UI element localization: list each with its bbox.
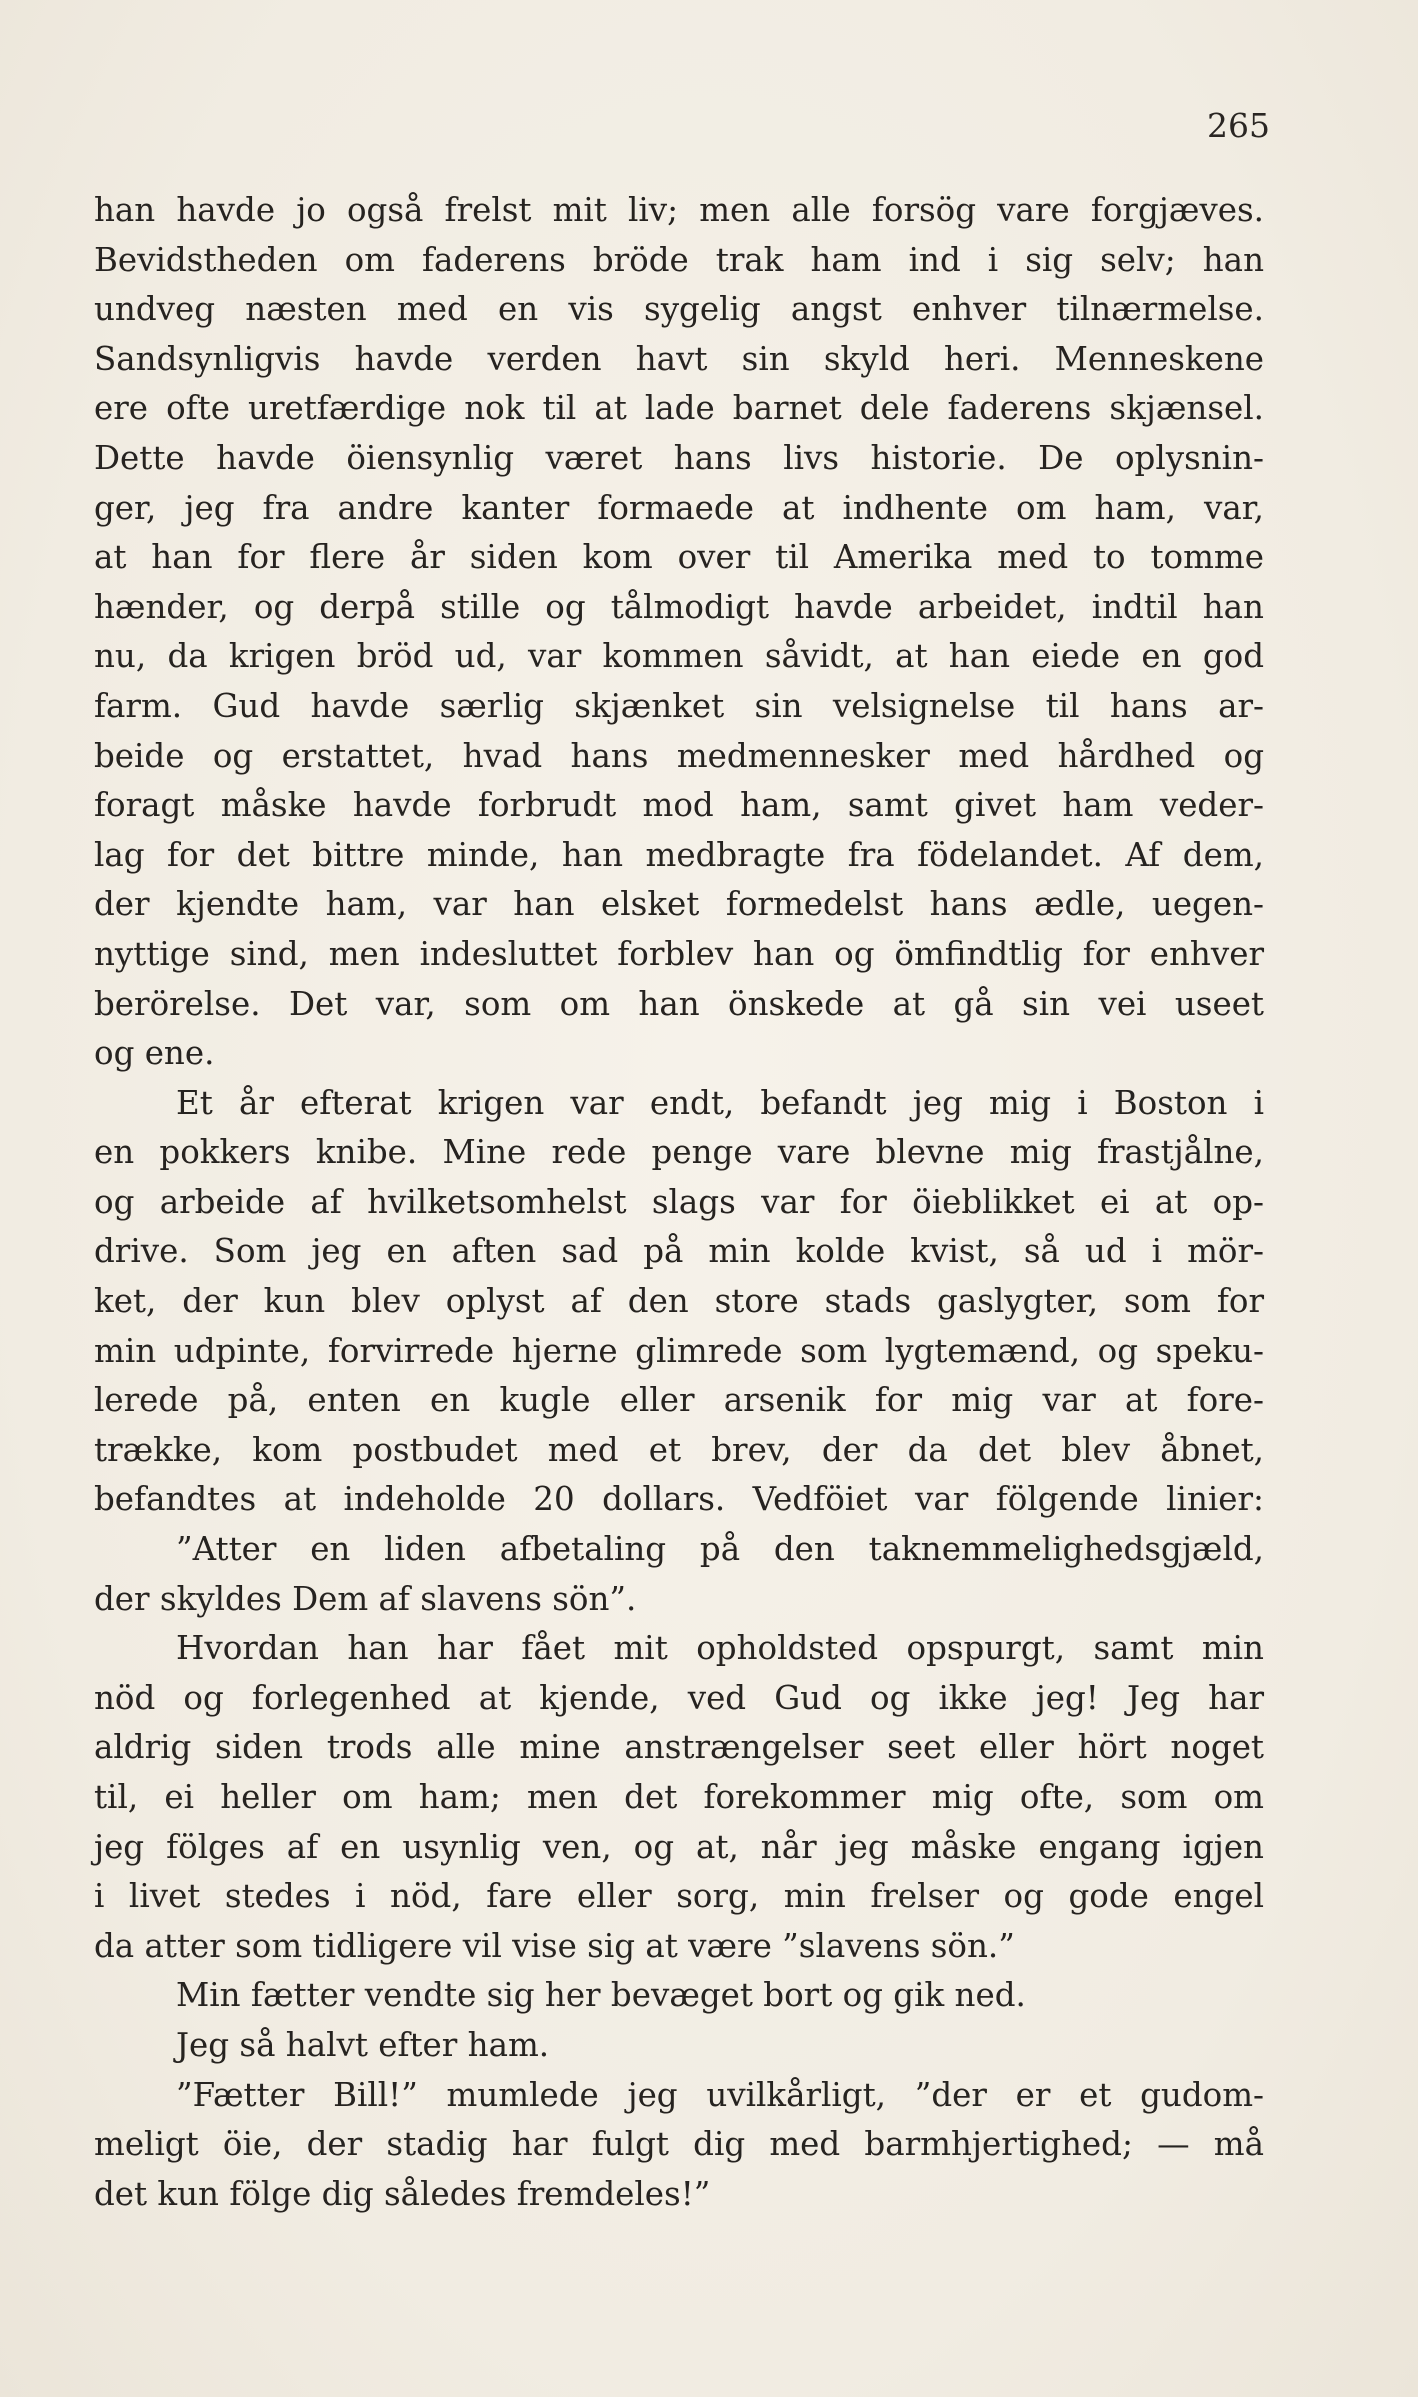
page-number: 265 xyxy=(1207,106,1270,145)
body-text xyxy=(94,186,1264,2219)
text-line: Dette havde öiensynlig været hans livs historie. De oplysnin- xyxy=(94,438,1264,477)
text-line: jeg fölges af en usynlig ven, og at, når jeg måske engang igjen xyxy=(94,1827,1264,1866)
text-line: lag for det bittre minde, han medbragte fra födelandet. Af dem, xyxy=(94,835,1264,874)
text-line: aldrig siden trods alle mine anstrængelser seet eller hört noget xyxy=(94,1728,1264,1767)
text-line: en pokkers knibe. Mine rede penge vare blevne mig frastjålne, xyxy=(94,1133,1264,1172)
text-line: befandtes at indeholde 20 dollars. Vedföiet var fölgende linier: xyxy=(94,1480,1264,1519)
text-line: ”Atter en liden afbetaling på den taknemmelighedsgjæld, xyxy=(176,1530,1264,1569)
text-line: Jeg så halvt efter ham. xyxy=(176,2025,550,2064)
text-line: i livet stedes i nöd, fare eller sorg, min frelser og gode engel xyxy=(94,1877,1264,1916)
text-line: meligt öie, der stadig har fulgt dig med barmhjertighed; — må xyxy=(94,2125,1264,2164)
text-line: og arbeide af hvilketsomhelst slags var for öieblikket ei at op- xyxy=(94,1182,1264,1221)
text-line: ”Fætter Bill!” mumlede jeg uvilkårligt, ”der er et gudom- xyxy=(176,2075,1264,2114)
text-line: Bevidstheden om faderens bröde trak ham ind i sig selv; han xyxy=(94,240,1264,279)
text-line: der kjendte ham, var han elsket formedelst hans ædle, uegen- xyxy=(94,885,1264,924)
text-line: berörelse. Det var, som om han önskede at gå sin vei useet xyxy=(94,984,1264,1023)
text-line: nyttige sind, men indesluttet forblev han og ömfindtlig for enhver xyxy=(94,934,1264,973)
text-line: min udpinte, forvirrede hjerne glimrede som lygtemænd, og speku- xyxy=(94,1331,1264,1370)
text-line: ere ofte uretfærdige nok til at lade barnet dele faderens skjænsel. xyxy=(94,389,1264,428)
text-line: ket, der kun blev oplyst af den store stads gaslygter, som for xyxy=(94,1282,1264,1321)
text-line: at han for flere år siden kom over til Amerika med to tomme xyxy=(94,538,1264,577)
text-line: undveg næsten med en vis sygelig angst enhver tilnærmelse. xyxy=(94,290,1264,329)
text-line: farm. Gud havde særlig skjænket sin velsignelse til hans ar- xyxy=(94,686,1264,725)
text-line: og ene. xyxy=(94,1034,215,1073)
text-line: til, ei heller om ham; men det forekommer mig ofte, som om xyxy=(94,1778,1264,1816)
text-line: Hvordan han har fået mit opholdsted opspurgt, samt min xyxy=(176,1629,1264,1668)
text-line: trække, kom postbudet med et brev, der da det blev åbnet, xyxy=(94,1430,1264,1469)
text-line: Sandsynligvis havde verden havt sin skyld heri. Menneskene xyxy=(94,339,1264,378)
text-line: drive. Som jeg en aften sad på min kolde kvist, så ud i mör- xyxy=(94,1232,1264,1271)
text-line: ger, jeg fra andre kanter formaede at indhente om ham, var, xyxy=(94,488,1264,527)
text-line: der skyldes Dem af slavens sön”. xyxy=(94,1579,637,1618)
text-line: han havde jo også frelst mit liv; men alle forsög vare forgjæves. xyxy=(94,191,1264,229)
text-line: beide og erstattet, hvad hans medmennesker med hårdhed og xyxy=(94,736,1264,775)
text-line: nöd og forlegenhed at kjende, ved Gud og ikke jeg! Jeg har xyxy=(94,1678,1264,1717)
text-line: Min fætter vendte sig her bevæget bort og gik ned. xyxy=(176,1976,1026,2015)
text-line: lerede på, enten en kugle eller arsenik for mig var at fore- xyxy=(94,1381,1264,1420)
text-line: hænder, og derpå stille og tålmodigt havde arbeidet, indtil han xyxy=(94,587,1264,626)
text-line: foragt måske havde forbrudt mod ham, samt givet ham veder- xyxy=(94,786,1264,825)
text-line: nu, da krigen bröd ud, var kommen såvidt, at han eiede en god xyxy=(94,637,1264,676)
text-line: da atter som tidligere vil vise sig at være ”slavens sön.” xyxy=(94,1926,1015,1965)
text-line: det kun fölge dig således fremdeles!” xyxy=(94,2174,711,2213)
text-line: Et år efterat krigen var endt, befandt jeg mig i Boston i xyxy=(176,1083,1264,1122)
